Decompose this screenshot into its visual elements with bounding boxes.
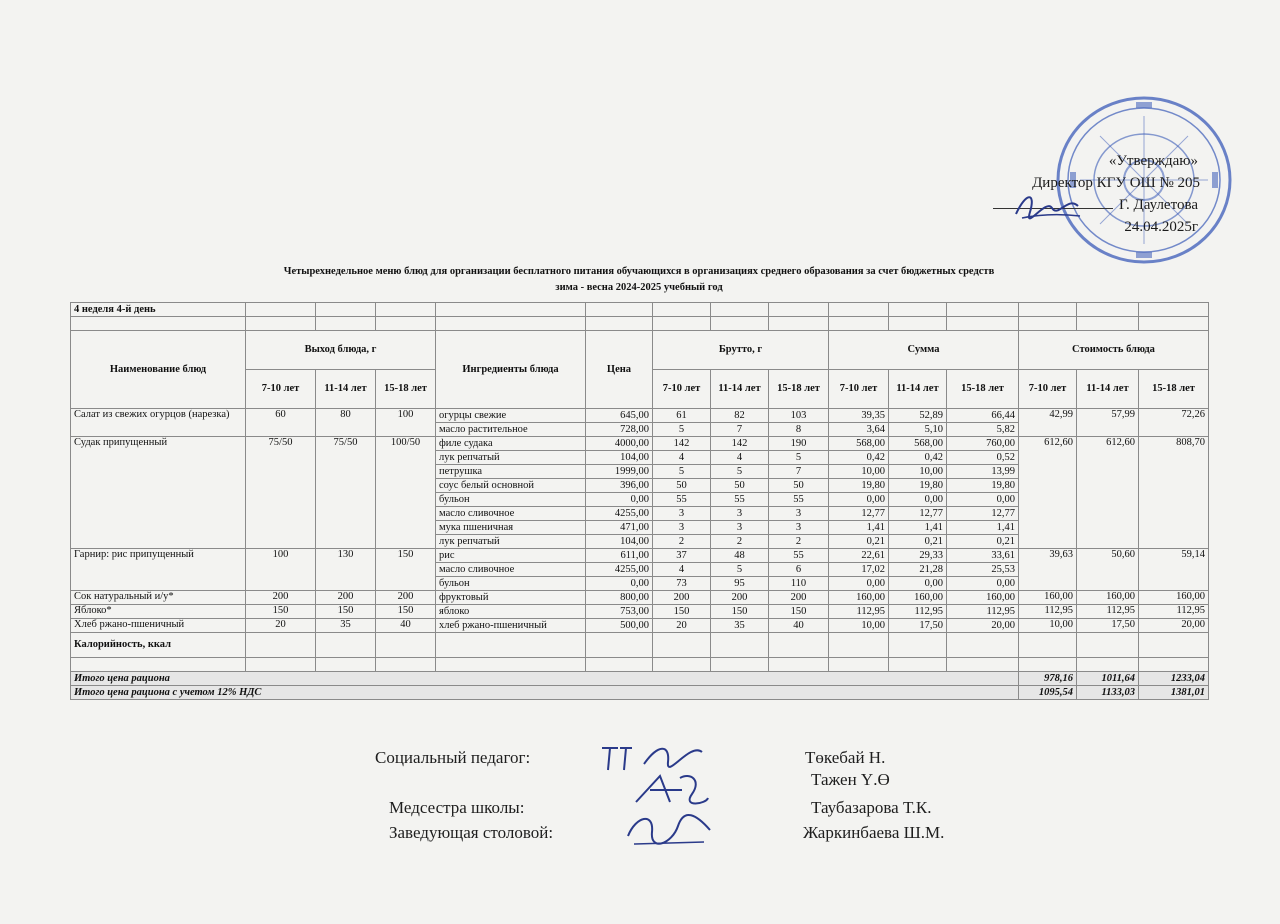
dish-output: 200 <box>376 591 436 605</box>
ingredient-sum: 52,89 <box>889 409 947 423</box>
dish-cost: 10,00 <box>1019 619 1077 633</box>
ingredient-sum: 10,00 <box>829 465 889 479</box>
dish-cost: 808,70 <box>1139 437 1209 549</box>
ingredient-brutto: 48 <box>711 549 769 563</box>
ingredient-name: бульон <box>436 577 586 591</box>
ingredient-brutto: 7 <box>769 465 829 479</box>
header-sum: Сумма <box>829 331 1019 370</box>
dish-name: Яблоко* <box>71 605 246 619</box>
ingredient-brutto: 40 <box>769 619 829 633</box>
ingredient-sum: 10,00 <box>889 465 947 479</box>
total-row-label: Итого цена рациона <box>71 672 1019 686</box>
empty-cell <box>769 658 829 672</box>
dish-cost: 72,26 <box>1139 409 1209 437</box>
ingredient-name: лук репчатый <box>436 535 586 549</box>
dish-cost: 17,50 <box>1077 619 1139 633</box>
signature-name-3: Таубазарова Т.К. <box>811 798 932 817</box>
ingredient-brutto: 73 <box>653 577 711 591</box>
ingredient-brutto: 3 <box>711 521 769 535</box>
ingredient-sum: 1,41 <box>947 521 1019 535</box>
header-brutto-age3: 15-18 лет <box>769 370 829 409</box>
table-row <box>71 437 1209 451</box>
ingredient-brutto: 150 <box>769 605 829 619</box>
ingredient-name: масло сливочное <box>436 507 586 521</box>
dish-output: 200 <box>246 591 316 605</box>
header-cost-age2: 11-14 лет <box>1077 370 1139 409</box>
ingredient-name: филе судака <box>436 437 586 451</box>
ingredient-brutto: 20 <box>653 619 711 633</box>
ingredient-brutto: 82 <box>711 409 769 423</box>
header-brutto-age1: 7-10 лет <box>653 370 711 409</box>
ingredient-brutto: 50 <box>653 479 711 493</box>
ingredient-sum: 0,42 <box>889 451 947 465</box>
dish-output: 80 <box>316 409 376 437</box>
ingredient-price: 1999,00 <box>586 465 653 479</box>
header-sum-age1: 7-10 лет <box>829 370 889 409</box>
signature-canteen-head <box>624 806 714 850</box>
ingredient-sum: 112,95 <box>829 605 889 619</box>
ingredient-brutto: 37 <box>653 549 711 563</box>
dish-cost: 39,63 <box>1019 549 1077 591</box>
empty-cell <box>889 633 947 658</box>
ingredient-brutto: 103 <box>769 409 829 423</box>
empty-cell <box>376 633 436 658</box>
menu-sheet <box>70 262 1208 700</box>
header-out-age2: 11-14 лет <box>316 370 376 409</box>
empty-cell <box>947 633 1019 658</box>
ingredient-sum: 568,00 <box>829 437 889 451</box>
ingredient-sum: 13,99 <box>947 465 1019 479</box>
dish-output: 150 <box>376 605 436 619</box>
empty-cell <box>947 658 1019 672</box>
ingredient-price: 4255,00 <box>586 507 653 521</box>
dish-output: 100/50 <box>376 437 436 549</box>
ingredient-sum: 160,00 <box>947 591 1019 605</box>
dish-cost: 160,00 <box>1139 591 1209 605</box>
empty-cell <box>376 658 436 672</box>
ingredient-sum: 3,64 <box>829 423 889 437</box>
ingredient-sum: 1,41 <box>829 521 889 535</box>
ingredient-sum: 0,52 <box>947 451 1019 465</box>
ingredient-brutto: 200 <box>711 591 769 605</box>
dish-cost: 20,00 <box>1139 619 1209 633</box>
ingredient-brutto: 55 <box>653 493 711 507</box>
ingredient-sum: 12,77 <box>889 507 947 521</box>
ingredient-brutto: 5 <box>653 465 711 479</box>
ingredient-brutto: 2 <box>769 535 829 549</box>
signature-role-1: Социальный педагог: <box>375 748 531 767</box>
total-row-value: 978,16 <box>1019 672 1077 686</box>
header-ingredients: Ингредиенты блюда <box>436 331 586 409</box>
ingredient-sum: 66,44 <box>947 409 1019 423</box>
ingredient-sum: 0,00 <box>947 493 1019 507</box>
header-price: Цена <box>586 331 653 409</box>
ingredient-sum: 5,82 <box>947 423 1019 437</box>
ingredient-brutto: 6 <box>769 563 829 577</box>
ingredient-name: петрушка <box>436 465 586 479</box>
ingredient-brutto: 2 <box>711 535 769 549</box>
approval-director: Директор КГУ ОШ № 205 <box>1032 175 1200 191</box>
ingredient-sum: 0,00 <box>829 493 889 507</box>
dish-name: Гарнир: рис припущенный <box>71 549 246 591</box>
ingredient-sum: 21,28 <box>889 563 947 577</box>
header-brutto-age2: 11-14 лет <box>711 370 769 409</box>
total-vat-row-value: 1133,03 <box>1077 686 1139 700</box>
empty-cell <box>1019 633 1077 658</box>
dish-output: 75/50 <box>316 437 376 549</box>
total-row-value: 1233,04 <box>1139 672 1209 686</box>
ingredient-name: яблоко <box>436 605 586 619</box>
ingredient-name: мука пшеничная <box>436 521 586 535</box>
week-day-label: 4 неделя 4-й день <box>71 303 246 317</box>
dish-output: 200 <box>316 591 376 605</box>
empty-cell <box>829 633 889 658</box>
dish-output: 60 <box>246 409 316 437</box>
ingredient-price: 471,00 <box>586 521 653 535</box>
approval-name: Г. Даулетова <box>1119 197 1198 213</box>
dish-output: 150 <box>376 549 436 591</box>
empty-cell <box>316 633 376 658</box>
ingredient-name: огурцы свежие <box>436 409 586 423</box>
approval-date: 24.04.2025г <box>1124 219 1198 235</box>
empty-cell <box>653 658 711 672</box>
ingredient-brutto: 5 <box>711 465 769 479</box>
week-day-row <box>71 303 1209 317</box>
dish-cost: 42,99 <box>1019 409 1077 437</box>
ingredient-brutto: 5 <box>653 423 711 437</box>
ingredient-price: 0,00 <box>586 577 653 591</box>
ingredient-sum: 19,80 <box>889 479 947 493</box>
dish-cost: 612,60 <box>1019 437 1077 549</box>
ingredient-name: бульон <box>436 493 586 507</box>
ingredient-brutto: 3 <box>769 507 829 521</box>
table-row <box>71 619 1209 633</box>
ingredient-sum: 0,21 <box>889 535 947 549</box>
ingredient-sum: 0,42 <box>829 451 889 465</box>
ingredient-sum: 0,00 <box>947 577 1019 591</box>
empty-cell <box>316 658 376 672</box>
ingredient-brutto: 8 <box>769 423 829 437</box>
header-cost: Стоимость блюда <box>1019 331 1209 370</box>
ingredient-sum: 160,00 <box>829 591 889 605</box>
ingredient-sum: 112,95 <box>889 605 947 619</box>
calories-row <box>71 633 1209 658</box>
empty-cell <box>436 633 586 658</box>
ingredient-name: фруктовый <box>436 591 586 605</box>
ingredient-name: лук репчатый <box>436 451 586 465</box>
dish-cost: 160,00 <box>1019 591 1077 605</box>
ingredient-sum: 0,21 <box>947 535 1019 549</box>
header-sum-age3: 15-18 лет <box>947 370 1019 409</box>
ingredient-name: рис <box>436 549 586 563</box>
ingredient-sum: 160,00 <box>889 591 947 605</box>
ingredient-price: 4000,00 <box>586 437 653 451</box>
ingredient-sum: 20,00 <box>947 619 1019 633</box>
ingredient-sum: 0,00 <box>889 493 947 507</box>
dish-name: Салат из свежих огурцов (нарезка) <box>71 409 246 437</box>
ingredient-name: хлеб ржано-пшеничный <box>436 619 586 633</box>
signature-name-2: Тажен Ү.Ө <box>811 770 890 789</box>
document-title: Четырехнедельное меню блюд для организации бесплатного питания обучающихся в организациях среднего образования за счет бюджетных средств <box>283 266 995 277</box>
ingredient-sum: 1,41 <box>889 521 947 535</box>
signature-nurse <box>630 768 710 810</box>
empty-cell <box>436 658 586 672</box>
approval-heading: «Утверждаю» <box>1108 153 1198 169</box>
total-vat-row-label: Итого цена рациона с учетом 12% НДС <box>71 686 1019 700</box>
total-vat-row-value: 1095,54 <box>1019 686 1077 700</box>
ingredient-brutto: 4 <box>711 451 769 465</box>
ingredient-brutto: 110 <box>769 577 829 591</box>
ingredient-sum: 19,80 <box>947 479 1019 493</box>
ingredient-price: 611,00 <box>586 549 653 563</box>
total-row-value: 1011,64 <box>1077 672 1139 686</box>
ingredient-sum: 17,02 <box>829 563 889 577</box>
empty-cell <box>1139 633 1209 658</box>
empty-cell <box>889 658 947 672</box>
ingredient-brutto: 150 <box>711 605 769 619</box>
dish-output: 150 <box>316 605 376 619</box>
empty-cell <box>829 658 889 672</box>
ingredient-brutto: 4 <box>653 451 711 465</box>
ingredient-brutto: 142 <box>653 437 711 451</box>
ingredient-brutto: 200 <box>653 591 711 605</box>
ingredient-sum: 760,00 <box>947 437 1019 451</box>
dish-cost: 50,60 <box>1077 549 1139 591</box>
calories-label: Калорийность, ккал <box>71 633 246 658</box>
dish-output: 150 <box>246 605 316 619</box>
empty-cell <box>711 658 769 672</box>
dish-cost: 612,60 <box>1077 437 1139 549</box>
ingredient-sum: 0,00 <box>829 577 889 591</box>
signature-name-4: Жаркинбаева Ш.М. <box>803 823 945 842</box>
empty-cell <box>586 658 653 672</box>
total-vat-row <box>71 686 1209 700</box>
empty-cell <box>1139 658 1209 672</box>
ingredient-price: 104,00 <box>586 535 653 549</box>
header-cost-age1: 7-10 лет <box>1019 370 1077 409</box>
ingredient-brutto: 50 <box>711 479 769 493</box>
empty-cell <box>711 633 769 658</box>
ingredient-brutto: 3 <box>653 521 711 535</box>
ingredient-sum: 112,95 <box>947 605 1019 619</box>
header-cost-age3: 15-18 лет <box>1139 370 1209 409</box>
ingredient-sum: 568,00 <box>889 437 947 451</box>
dish-output: 35 <box>316 619 376 633</box>
empty-cell <box>653 633 711 658</box>
ingredient-price: 800,00 <box>586 591 653 605</box>
ingredient-price: 753,00 <box>586 605 653 619</box>
header-row-1 <box>71 331 1209 370</box>
table-row <box>71 409 1209 423</box>
empty-cell <box>1019 658 1077 672</box>
ingredient-brutto: 5 <box>711 563 769 577</box>
table-row <box>71 549 1209 563</box>
dish-output: 100 <box>246 549 316 591</box>
signature-name-1: Төкебай Н. <box>805 748 886 767</box>
spacer-row <box>71 317 1209 331</box>
dish-output: 130 <box>316 549 376 591</box>
dish-name: Сок натуральный и/у* <box>71 591 246 605</box>
ingredient-sum: 12,77 <box>829 507 889 521</box>
empty-cell <box>769 633 829 658</box>
total-vat-row-value: 1381,01 <box>1139 686 1209 700</box>
ingredient-brutto: 190 <box>769 437 829 451</box>
ingredient-brutto: 200 <box>769 591 829 605</box>
dish-cost: 112,95 <box>1077 605 1139 619</box>
ingredient-brutto: 55 <box>769 493 829 507</box>
header-brutto: Брутто, г <box>653 331 829 370</box>
dish-cost: 112,95 <box>1139 605 1209 619</box>
ingredient-price: 4255,00 <box>586 563 653 577</box>
header-output: Выход блюда, г <box>246 331 436 370</box>
ingredient-price: 104,00 <box>586 451 653 465</box>
ingredient-price: 396,00 <box>586 479 653 493</box>
ingredient-sum: 0,00 <box>889 577 947 591</box>
ingredient-sum: 0,21 <box>829 535 889 549</box>
ingredient-sum: 19,80 <box>829 479 889 493</box>
header-out-age1: 7-10 лет <box>246 370 316 409</box>
ingredient-brutto: 95 <box>711 577 769 591</box>
ingredient-sum: 17,50 <box>889 619 947 633</box>
ingredient-name: соус белый основной <box>436 479 586 493</box>
ingredient-brutto: 2 <box>653 535 711 549</box>
ingredient-name: масло растительное <box>436 423 586 437</box>
spacer-row <box>71 658 1209 672</box>
ingredient-brutto: 3 <box>653 507 711 521</box>
dish-output: 75/50 <box>246 437 316 549</box>
ingredient-brutto: 61 <box>653 409 711 423</box>
ingredient-brutto: 4 <box>653 563 711 577</box>
total-row <box>71 672 1209 686</box>
ingredient-sum: 5,10 <box>889 423 947 437</box>
ingredient-brutto: 35 <box>711 619 769 633</box>
empty-cell <box>246 658 316 672</box>
empty-cell <box>246 633 316 658</box>
ingredient-brutto: 55 <box>711 493 769 507</box>
empty-cell <box>586 633 653 658</box>
dish-output: 100 <box>376 409 436 437</box>
ingredient-price: 0,00 <box>586 493 653 507</box>
empty-cell <box>1077 658 1139 672</box>
director-signature <box>1012 188 1082 222</box>
header-dish: Наименование блюд <box>71 331 246 409</box>
ingredient-sum: 29,33 <box>889 549 947 563</box>
dish-cost: 160,00 <box>1077 591 1139 605</box>
empty-cell <box>71 658 246 672</box>
ingredient-price: 728,00 <box>586 423 653 437</box>
table-row <box>71 605 1209 619</box>
dish-output: 20 <box>246 619 316 633</box>
document-subtitle: зима - весна 2024-2025 учебный год <box>555 282 723 293</box>
ingredient-brutto: 5 <box>769 451 829 465</box>
ingredient-sum: 39,35 <box>829 409 889 423</box>
ingredient-name: масло сливочное <box>436 563 586 577</box>
ingredient-brutto: 3 <box>711 507 769 521</box>
ingredient-sum: 25,53 <box>947 563 1019 577</box>
ingredient-brutto: 142 <box>711 437 769 451</box>
ingredient-brutto: 55 <box>769 549 829 563</box>
signature-role-3: Медсестра школы: <box>389 798 525 817</box>
ingredient-brutto: 150 <box>653 605 711 619</box>
ingredient-brutto: 7 <box>711 423 769 437</box>
menu-table <box>70 302 1209 700</box>
dish-name: Судак припущенный <box>71 437 246 549</box>
header-sum-age2: 11-14 лет <box>889 370 947 409</box>
ingredient-sum: 22,61 <box>829 549 889 563</box>
ingredient-brutto: 50 <box>769 479 829 493</box>
header-out-age3: 15-18 лет <box>376 370 436 409</box>
dish-cost: 112,95 <box>1019 605 1077 619</box>
ingredient-brutto: 3 <box>769 521 829 535</box>
ingredient-sum: 10,00 <box>829 619 889 633</box>
signature-role-4: Заведующая столовой: <box>389 823 554 842</box>
ingredient-price: 645,00 <box>586 409 653 423</box>
ingredient-price: 500,00 <box>586 619 653 633</box>
dish-cost: 59,14 <box>1139 549 1209 591</box>
table-row <box>71 591 1209 605</box>
dish-output: 40 <box>376 619 436 633</box>
dish-name: Хлеб ржано-пшеничный <box>71 619 246 633</box>
ingredient-sum: 12,77 <box>947 507 1019 521</box>
empty-cell <box>1077 633 1139 658</box>
dish-cost: 57,99 <box>1077 409 1139 437</box>
ingredient-sum: 33,61 <box>947 549 1019 563</box>
